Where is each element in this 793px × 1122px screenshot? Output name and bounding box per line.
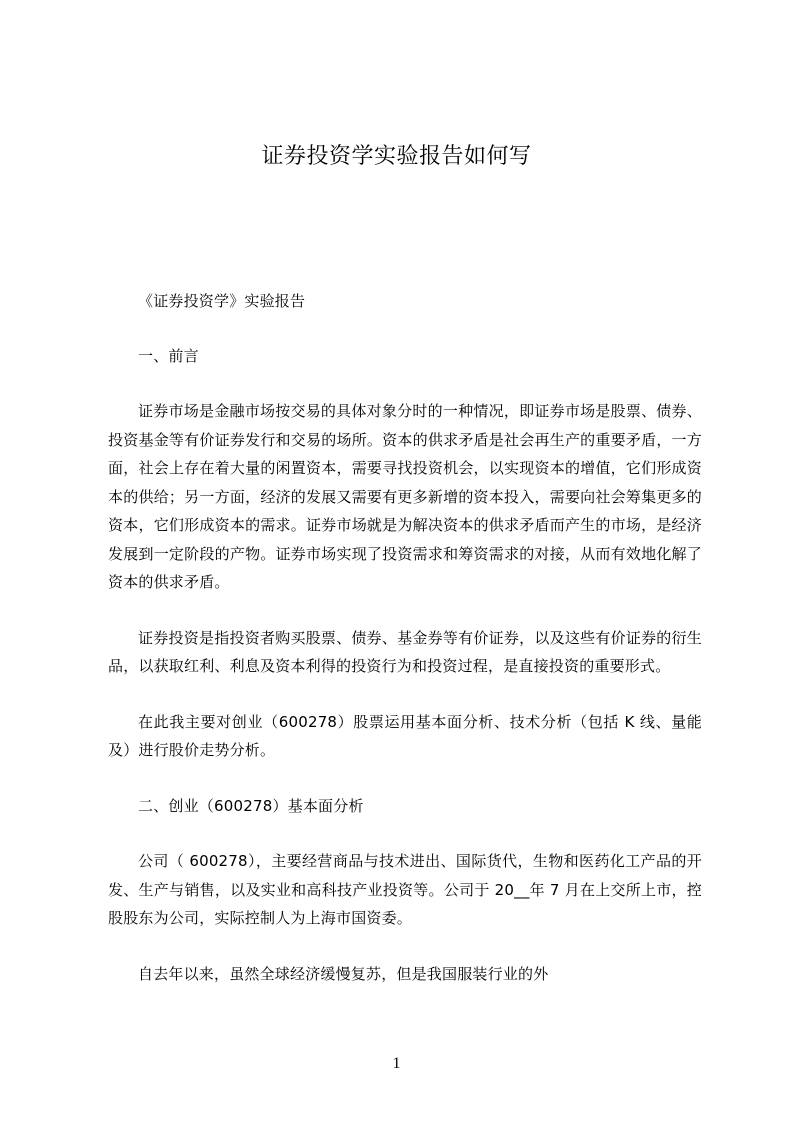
paragraph-analysis-scope: 在此我主要对创业（600278）股票运用基本面分析、技术分析（包括 K 线、量能及）进行股价走势分析。 xyxy=(108,712,702,759)
paragraph-securities-investment: 证券投资是指投资者购买股票、债券、基金券等有价证券，以及这些有价证券的衍生品，以获取红利、利息及资本利得的投资行为和投资过程，是直接投资的重要形式。 xyxy=(108,628,702,675)
paragraph-company-profile: 公司（ 600278），主要经营商品与技术进出、国际货代，生物和医药化工产品的开发、生产与销售，以及实业和高科技产业投资等。公司于 20__年 7 月在上交所上市，控股股东为公司，实际控制人为上海市国资委。 xyxy=(108,852,702,927)
paragraph-industry-outlook: 自去年以来，虽然全球经济缓慢复苏，但是我国服装行业的外 xyxy=(138,964,549,983)
paragraph-securities-market: 证券市场是金融市场按交易的具体对象分时的一种情况，即证券市场是股票、债券、投资基金等有价证券发行和交易的场所。资本的供求矛盾是社会再生产的重要矛盾，一方面，社会上存在着大量的闲置资本，需要寻找投资机会，以实现资本的增值，它们形成资本的供给；另一方面，经济的发展又需要有更多新增的资本投入，需要向社会筹集更多的资本，它们形成资本的需求。证券市场就是为解决资本的供求矛盾而产生的市场，是经济发展到一定阶段的产物。证券市场实现了投资需求和筹资需求的对接，从而有效地化解了资本的供求矛盾。 xyxy=(108,402,702,591)
report-subtitle: 《证券投资学》实验报告 xyxy=(138,292,306,310)
page-number: 1 xyxy=(392,1055,401,1072)
document-body xyxy=(108,287,702,988)
section-heading-fundamental-analysis: 二、创业（600278）基本面分析 xyxy=(138,796,364,815)
section-heading-preface: 一、前言 xyxy=(138,346,199,365)
document-title: 证券投资学实验报告如何写 xyxy=(261,144,532,169)
